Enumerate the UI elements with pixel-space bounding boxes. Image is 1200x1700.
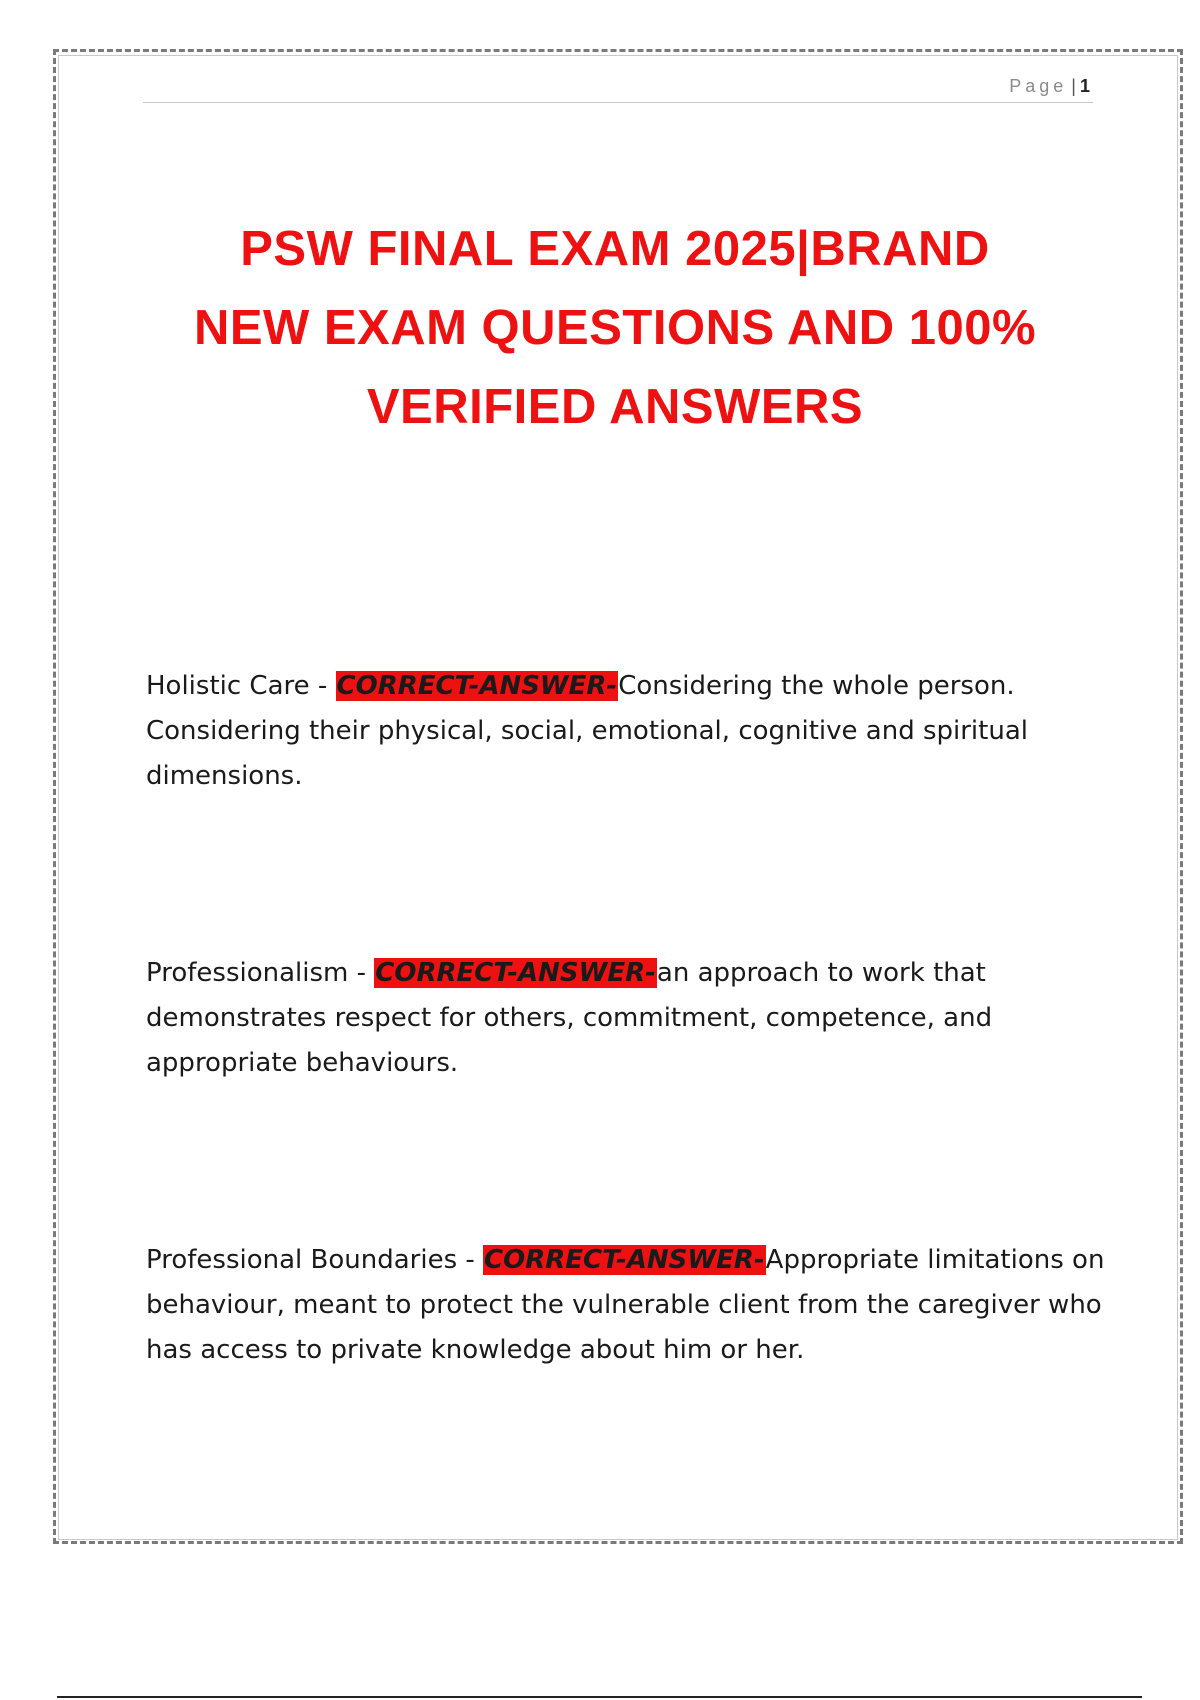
header-rule xyxy=(143,102,1093,103)
qa-answer: an approach to work that demonstrates respect for others, commitment, competence, and appropriate behaviours. xyxy=(146,958,993,1078)
correct-answer-tag: CORRECT-ANSWER- xyxy=(375,958,656,988)
qa-term: Holistic Care - xyxy=(146,671,336,701)
page-label: Page xyxy=(1009,76,1068,96)
title-line-3: VERIFIED ANSWERS xyxy=(366,380,864,434)
qa-entry-holistic-care xyxy=(146,664,1106,799)
qa-term: Professional Boundaries - xyxy=(146,1245,484,1275)
page-number-header xyxy=(1009,76,1090,97)
qa-entry-professional-boundaries xyxy=(146,1238,1106,1373)
qa-term: Professionalism - xyxy=(146,958,375,988)
correct-answer-tag: CORRECT-ANSWER- xyxy=(336,671,618,701)
title-line-2: NEW EXAM QUESTIONS AND 100% xyxy=(193,301,1037,355)
bottom-rule xyxy=(57,1696,1142,1698)
qa-answer: Appropriate limitations on behaviour, meant to protect the vulnerable client from the caregiver who has access to private knowledge about him or her. xyxy=(146,1245,1105,1365)
page-separator: | xyxy=(1071,76,1076,96)
page-number: 1 xyxy=(1079,76,1090,96)
title-line-1: PSW FINAL EXAM 2025|BRAND xyxy=(240,222,990,276)
qa-answer: Considering the whole person. Considering their physical, social, emotional, cognitive and spiritual dimensions. xyxy=(146,671,1028,791)
document-title xyxy=(120,210,1110,447)
qa-entry-professionalism xyxy=(146,951,1106,1086)
correct-answer-tag: CORRECT-ANSWER- xyxy=(484,1245,765,1275)
